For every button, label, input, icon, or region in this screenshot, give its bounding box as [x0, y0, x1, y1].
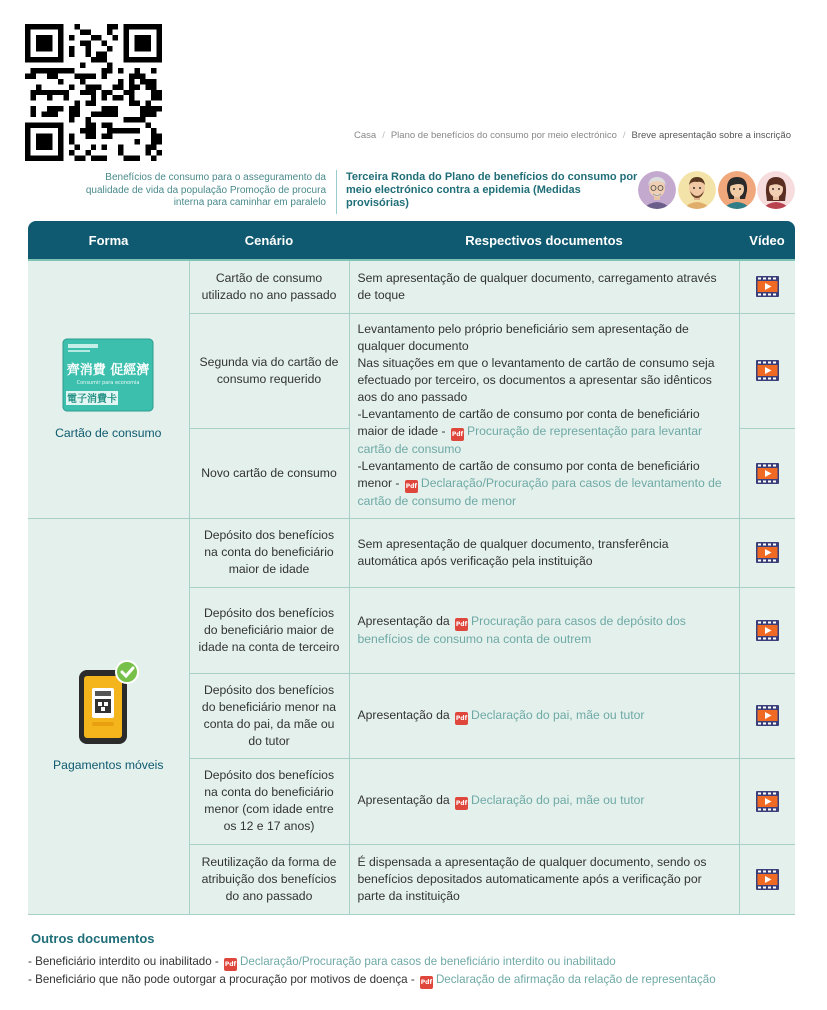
- pdf-link-representation[interactable]: Procuração de representação para levantar cartão de consumo: [357, 424, 703, 456]
- pdf-icon: Pdf: [455, 712, 468, 725]
- doc-line: -Levantamento de cartão de consumo por conta de beneficiário menor -: [357, 459, 700, 490]
- page-title: Terceira Ronda do Plano de benefícios do consumo por meio electrónico contra a epidemia (Medidas provisórias): [346, 171, 638, 209]
- documents-cell: [349, 587, 739, 673]
- pdf-link-guardian-declaration[interactable]: Declaração do pai, mãe ou tutor: [471, 707, 645, 722]
- table-header-row: [28, 221, 795, 260]
- doc-prefix: Apresentação da: [357, 707, 450, 722]
- documents-cell: Sem apresentação de qualquer documento, transferência automática após verificação pela instituição: [349, 518, 739, 587]
- video-cell: [739, 844, 795, 914]
- avatar-girl-icon: [757, 171, 795, 209]
- scenario-cell: Novo cartão de consumo: [189, 428, 349, 518]
- video-cell: [739, 518, 795, 587]
- pdf-icon: Pdf: [455, 797, 468, 810]
- consumer-card-icon: [62, 338, 154, 412]
- doc-prefix: Apresentação da: [357, 793, 450, 807]
- documents-cell: [349, 673, 739, 758]
- video-cell: [739, 673, 795, 758]
- other-doc-prefix: - Beneficiário interdito ou inabilitado -: [28, 955, 219, 968]
- card-slogan: 齊消費 促經濟: [66, 363, 150, 379]
- documents-cell: [349, 758, 739, 844]
- other-doc-line: [28, 973, 716, 989]
- header-scenario: Cenário: [189, 221, 349, 260]
- header-form: Forma: [28, 221, 189, 260]
- scenario-cell: Segunda via do cartão de consumo requerido: [189, 313, 349, 428]
- scenario-cell: Depósito dos benefícios na conta do beneficiário menor (com idade entre os 12 e 17 anos): [189, 758, 349, 844]
- form-label-card: Cartão de consumo: [55, 426, 162, 441]
- pdf-icon: Pdf: [451, 428, 464, 441]
- avatar-woman-icon: [718, 171, 756, 209]
- header-tagline: Benefícios de consumo para o asseguramento da qualidade de vida da população Promoção de procura interna para caminhar em paralelo: [85, 172, 326, 208]
- card-subtitle: Consumir para economia: [76, 380, 140, 387]
- breadcrumb-current: Breve apresentação sobre a inscrição: [631, 130, 791, 141]
- scenario-cell: Cartão de consumo utilizado no ano passado: [189, 260, 349, 313]
- breadcrumb-plan-link[interactable]: Plano de benefícios do consumo por meio electrónico: [390, 130, 617, 141]
- doc-line: -Levantamento de cartão de consumo por conta de beneficiário maior de idade -: [357, 407, 700, 438]
- pdf-icon: Pdf: [455, 618, 468, 631]
- video-play-icon[interactable]: [756, 465, 779, 479]
- other-doc-prefix: - Beneficiário que não pode outorgar a procuração por motivos de doença -: [28, 973, 415, 986]
- pdf-link-interdicted[interactable]: Declaração/Procuração para casos de beneficiário interdito ou inabilitado: [240, 955, 616, 968]
- pdf-link-representation-affirmation[interactable]: Declaração de afirmação da relação de representação: [435, 973, 716, 986]
- video-play-icon[interactable]: [756, 793, 779, 807]
- form-cell-card: [28, 260, 189, 518]
- breadcrumb: [354, 130, 791, 141]
- avatar-elder-icon: [638, 171, 676, 209]
- video-play-icon[interactable]: [756, 363, 779, 377]
- video-cell: [739, 428, 795, 518]
- pdf-icon: Pdf: [420, 976, 433, 989]
- card-label: 電子消費卡: [67, 394, 118, 406]
- video-cell: [739, 758, 795, 844]
- video-play-icon[interactable]: [756, 871, 779, 885]
- table-row: [28, 260, 795, 313]
- avatar-man-icon: [678, 171, 716, 209]
- breadcrumb-separator: /: [622, 130, 626, 141]
- breadcrumb-home-link[interactable]: Casa: [354, 130, 377, 141]
- breadcrumb-separator: /: [382, 130, 385, 141]
- pdf-link-deposit-third-party[interactable]: Procuração para casos de depósito dos benefícios de consumo na conta de outrem: [357, 613, 686, 646]
- video-cell: [739, 313, 795, 428]
- video-play-icon[interactable]: [756, 279, 779, 293]
- scenario-cell: Depósito dos benefícios na conta do beneficiário maior de idade: [189, 518, 349, 587]
- doc-prefix: Apresentação da: [357, 613, 450, 628]
- doc-line: Nas situações em que o levantamento de cartão de consumo seja efectuado por terceiro, os documentos a apresentar são idênticos aos do ano passado: [357, 356, 715, 404]
- form-cell-mobile: [28, 518, 189, 914]
- documents-table: [28, 221, 795, 915]
- video-cell: [739, 260, 795, 313]
- header-documents: Respectivos documentos: [349, 221, 739, 260]
- other-doc-line: [28, 955, 616, 971]
- header-video: Vídeo: [739, 221, 795, 260]
- video-play-icon[interactable]: [756, 545, 779, 559]
- scenario-cell: Reutilização da forma de atribuição dos benefícios do ano passado: [189, 844, 349, 914]
- doc-line: Levantamento pelo próprio beneficiário sem apresentação de qualquer documento: [357, 322, 689, 353]
- video-play-icon[interactable]: [756, 622, 779, 636]
- form-label-mobile: Pagamentos móveis: [53, 758, 164, 772]
- documents-cell-merged: [349, 313, 739, 518]
- pdf-link-guardian-declaration[interactable]: Declaração do pai, mãe ou tutor: [471, 793, 645, 807]
- documents-cell: Sem apresentação de qualquer documento, carregamento através de toque: [349, 260, 739, 313]
- pdf-link-minor-declaration[interactable]: Declaração/Procuração para casos de levantamento de cartão de consumo de menor: [357, 476, 722, 508]
- qr-code-icon: [25, 24, 162, 161]
- video-play-icon[interactable]: [756, 708, 779, 722]
- scenario-cell: Depósito dos benefícios do beneficiário menor na conta do pai, da mãe ou do tutor: [189, 673, 349, 758]
- pdf-icon: Pdf: [224, 958, 237, 971]
- header-divider: [336, 170, 337, 214]
- others-title: Outros documentos: [31, 931, 155, 946]
- video-cell: [739, 587, 795, 673]
- pdf-icon: Pdf: [405, 480, 418, 493]
- documents-cell: É dispensada a apresentação de qualquer documento, sendo os benefícios depositados automaticamente após a verificação por parte da instituição: [349, 844, 739, 914]
- scenario-cell: Depósito dos benefícios do beneficiário maior de idade na conta de terceiro: [189, 587, 349, 673]
- mobile-payment-phone-icon: [73, 660, 143, 746]
- table-row: [28, 518, 795, 587]
